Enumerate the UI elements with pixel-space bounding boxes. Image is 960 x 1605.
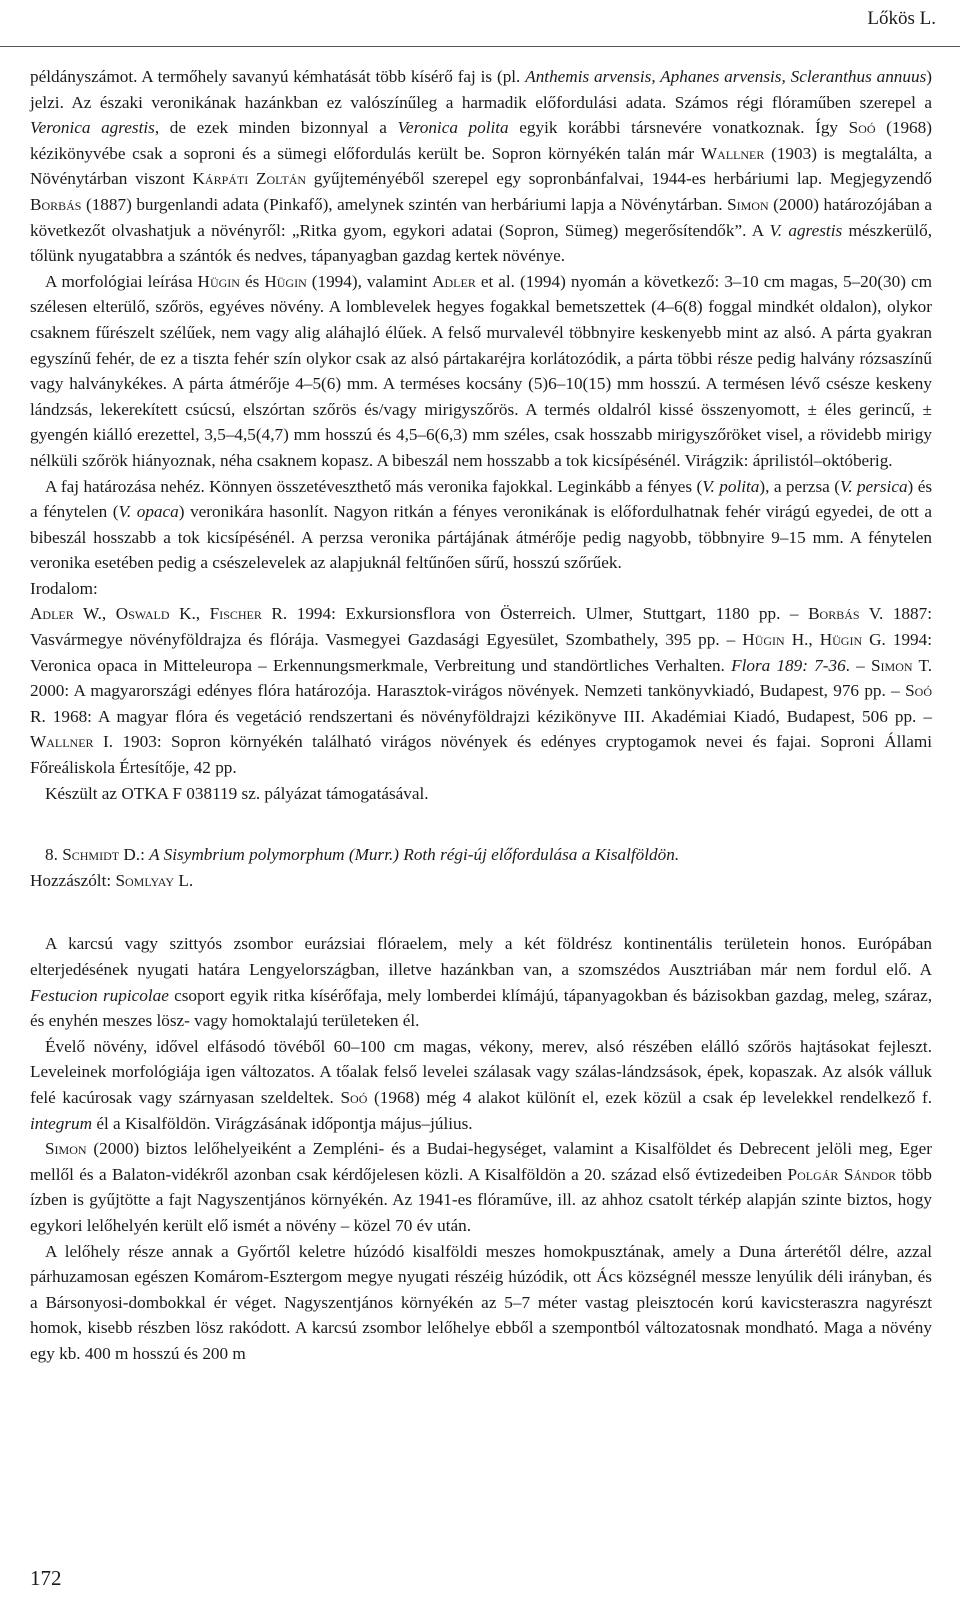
paragraph-description: Évelő növény, idővel elfásodó tövéből 60–100 cm magas, vékony, merev, alsó részében elálló szőrös hajtásokat fejleszt. Leveleinek morfológiája igen változatos. A tőalak felső levelei szálasak vagy szálas-lándzsások, épek, kopaszak. Az alsók válluk felé kacúrosak vagy szárnyasan szeldeltek. Soó (1968) még 4 alakot különít el, ezek közül a csak ép levelekkel rendelkező f. integrum él a Kisalföldön. Virágzásának időpontja május–július. (30, 1036, 932, 1133)
header-rule (0, 46, 960, 47)
page-number: 172 (30, 1566, 62, 1590)
paragraph-distribution: A karcsú vagy szittyós zsombor eurázsiai flóraelem, mely a két földrész kontinentális területein honos. Európában elterjedésének nyugati határa Lengyelországban, illetve hazánkban van, a szomszédos Ausztriában már nem fordul elő. A Festucion rupicolae csoport egyik ritka kísérőfaja, mely lomberdei klímájú, tápanyagokban és bázisokban gazdag, meleg, száraz, és enyhén meszes lösz- vagy homoktalajú területeken él. (30, 934, 932, 1031)
section-title: A Sisymbrium polymorphum (Murr.) Roth régi-új előfordulása a Kisalföldön. (149, 845, 680, 865)
page-body (30, 64, 932, 1367)
funding-note: Készült az OTKA F 038119 sz. pályázat támogatásával. (45, 783, 429, 803)
paragraph-site: A lelőhely része annak a Győrtől keletre húzódó kisalföldi meszes homokpusztának, amely a Duna árterétől délre, azzal párhuzamosan egészen Komárom-Esztergom megye nyugati részéig húzódik, ott Ács községnél messze lenyúlik déli irányban, és a Bársonyosi-dombokkal ér véget. Nagyszentjános környékén az 5–7 méter vastag pleisztocén korú kavicsteraszra nagyrészt homok, kisebb részben lösz rakódott. A karcsú zsombor lelőhelye ebből a szempontból változatosnak mondható. Maga a növény egy kb. 400 m hosszú és 200 m (30, 1241, 932, 1363)
references: Adler W., Oswald K., Fischer R. 1994: Exkursionsflora von Österreich. Ulmer, Stuttgart, 1180 pp. – Borbás V. 1887: Vasvármegye növényföldrajza és flórája. Vasmegyei Gazdasági Egyesület, Szombathely, 395 pp. – Hügin H., Hügin G. 1994: Veronica opaca in Mitteleuropa – Erkennungsmerkmale, Verbreitung und standörtliches Verhalten. Flora 189: 7-36. – Simon T. 2000: A magyarországi edényes flóra határozója. Harasztok-virágos növények. Nemzeti tankönyvkiadó, Budapest, 976 pp. – Soó R. 1968: A magyar flóra és vegetáció rendszertani és növényföldrajzi kézikönyve III. Akadémiai Kiadó, Budapest, 506 pp. – Wallner I. 1903: Sopron környékén található virágos növények és edényes cryptogamok nevei és fajai. Soproni Állami Főreáliskola Értesítője, 42 pp. (30, 604, 933, 778)
literature-heading: Irodalom: (30, 578, 98, 598)
section-heading: 8. Schmidt D.: A Sisymbrium polymorphum (Murr.) Roth régi-új előfordulása a Kisalföldön. (45, 845, 680, 865)
paragraph-localities: Simon (2000) biztos lelőhelyeiként a Zempléni- és a Budai-hegységet, valamint a Kisalföldet és Debrecent jelöli meg, Eger mellől és a Balaton-vidékről azonban csak kérdőjelesen közli. A Kisalföldön a 20. század első évtizedeiben Polgár Sándor több ízben is gyűjtötte a fajt Nagyszentjános környékén. Az 1941-es flóraműve, ill. az ahhoz csatolt térkép alapján szinte biztos, hogy egykori lelőhelyén került elő ismét a növény – közel 70 év után. (30, 1139, 933, 1235)
section-commenter: Hozzászólt: Somlyay L. (30, 870, 194, 890)
paragraph-identification: A faj határozása nehéz. Könnyen összetéveszthető más veronika fajokkal. Leginkább a fényes (V. polita), a perzsa (V. persica) és a fénytelen (V. opaca) veronikára hasonlít. Nagyon ritkán a fényes veronikának is előfordulhatnak fehér virágú egyedei, de ott a bibeszál hosszabb a tok kicsípésénél. A perzsa veronika pártájának átmérője pedig nagyobb, többnyire 9–15 mm. A fénytelen veronika esetében pedig a csészelevelek az alapjuknál feltűnően sűrű, hosszú szőrűek. (30, 476, 933, 573)
running-header: Lőkös L. (867, 8, 936, 29)
paragraph-morphology: A morfológiai leírása Hügin és Hügin (1994), valamint Adler et al. (1994) nyomán a következő: 3–10 cm magas, 5–20(30) cm szélesen elterülő, szőrös, egyéves növény. A lomblevelek hegyes fogakkal bemetszettek (4–6(8) foggal mindkét oldalon), olykor csaknem fűrészelt szélűek, nem vagy alig aláhajló élűek. A felső murvalevél többnyire keskenyebb mint az alsó. A párta gyakran egyszínű fehér, de ez a tiszta fehér szín olykor csak az alsó pártakaréjra korlátozódik, a párta többi része pedig halvány rózsaszínű vagy halványkékes. A párta átmérője 4–5(6) mm. A terméses kocsány (5)6–10(15) mm hosszú. A termésen lévő csésze keskeny lándzsás, lekerekített csúcsú, elszórtan szőrös és/vagy mirigyszőrös. A termés oldalról kissé összenyomott, ± éles gerincű, ± gyengén kiálló erezettel, 3,5–4,5(4,7) mm hosszú és 4,5–6(6,3) mm széles, csak hosszabb mirigyszőröket visel, a rövidebb mirigy nélküli szőrök hiányoznak, néha csaknem kopasz. A bibeszál nem hosszabb a tok kicsípésénél. Virágzik: áprilistól–októberig. (30, 271, 932, 470)
paragraph-veronica-occurrence: példányszámot. A termőhely savanyú kémhatását több kísérő faj is (pl. Anthemis arvensis, Aphanes arvensis, Scleranthus annuus) jelzi. Az északi veronikának hazánkban ez valószínűleg a harmadik előfordulási adata. Számos régi flóraműben szerepel a Veronica agrestis, de ezek minden bizonnyal a Veronica polita egyik korábbi társnevére vonatkoznak. Így Soó (1968) kézikönyvébe csak a soproni és a sümegi előfordulás került be. Sopron környékén talán már Wallner (1903) is megtalálta, a Növénytárban viszont Kárpáti Zoltán gyűjteményéből szerepel egy sopronbánfalvai, 1944-es herbáriumi lap. Megjegyzendő Borbás (1887) burgenlandi adata (Pinkafő), amelynek szintén van herbáriumi lapja a Növénytárban. Simon (2000) határozójában a következőt olvashatjuk a növényről: „Ritka gyom, egykori adatai (Sopron, Sümeg) megerősítendők”. A V. agrestis mészkerülő, tőlünk nyugatabbra a szántók és nedves, tápanyagban gazdag kertek növénye. (30, 67, 933, 266)
